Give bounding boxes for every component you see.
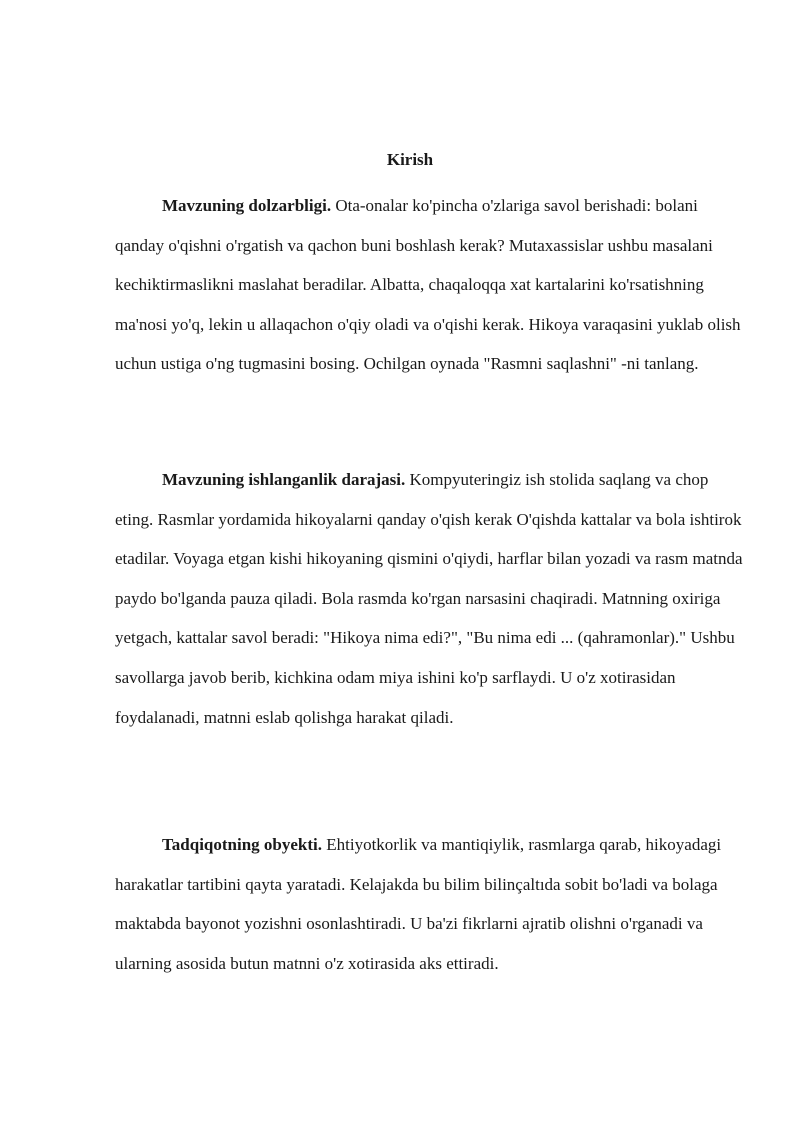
paragraph-relevance [115, 186, 743, 384]
paragraph-text: Ehtiyotkorlik va mantiqiylik, rasmlarga qarab, hikoyadagi harakatlar tartibini qayta yaratadi. Kelajakda bu bilim bilinçaltıda sobit bo'ladi va bolaga maktabda bayonot yozishni osonlashtiradi. U ba'zi fikrlarni ajratib olishni o'rganadi va ularning asosida butun matnni o'z xotirasida aks ettiradi. [115, 835, 722, 973]
paragraph-development-degree [115, 460, 743, 737]
paragraph-text: Kompyuteringiz ish stolida saqlang va chop eting. Rasmlar yordamida hikoyalarni qanday o'qish kerak O'qishda kattalar va bola ishtirok etadilar. Voyaga etgan kishi hikoyaning qismini o'qiydi, harflar bilan yozadi va rasm matnda paydo bo'lganda pauza qiladi. Bola rasmda ko'rgan narsasini chaqiradi. Matnning oxiriga yetgach, kattalar savol beradi: "Hikoya nima edi?", "Bu nima edi ... (qahramonlar)." Ushbu savollarga javob berib, kichkina odam miya ishini ko'p sarflaydi. U o'z xotirasidan foydalanadi, matnni eslab qolishga harakat qiladi. [115, 470, 743, 727]
paragraph-heading: Tadqiqotning obyekti. [162, 835, 322, 854]
paragraph-research-object [115, 825, 743, 983]
page-title: Kirish [386, 150, 434, 169]
paragraph-text: Ota-onalar ko'pincha o'zlariga savol berishadi: bolani qanday o'qishni o'rgatish va qachon buni boshlash kerak? Mutaxassislar ushbu masalani kechiktirmaslikni maslahat beradilar. Albatta, chaqaloqqa xat kartalarini ko'rsatishning ma'nosi yo'q, lekin u allaqachon o'qiy oladi va o'qishi kerak. Hikoya varaqasini yuklab olish uchun ustiga o'ng tugmasini bosing. Ochilgan oynada "Rasmni saqlashni" -ni tanlang. [115, 196, 741, 374]
paragraph-heading: Mavzuning dolzarbligi. [162, 196, 332, 215]
paragraph-heading: Mavzuning ishlanganlik darajasi. [162, 470, 406, 489]
